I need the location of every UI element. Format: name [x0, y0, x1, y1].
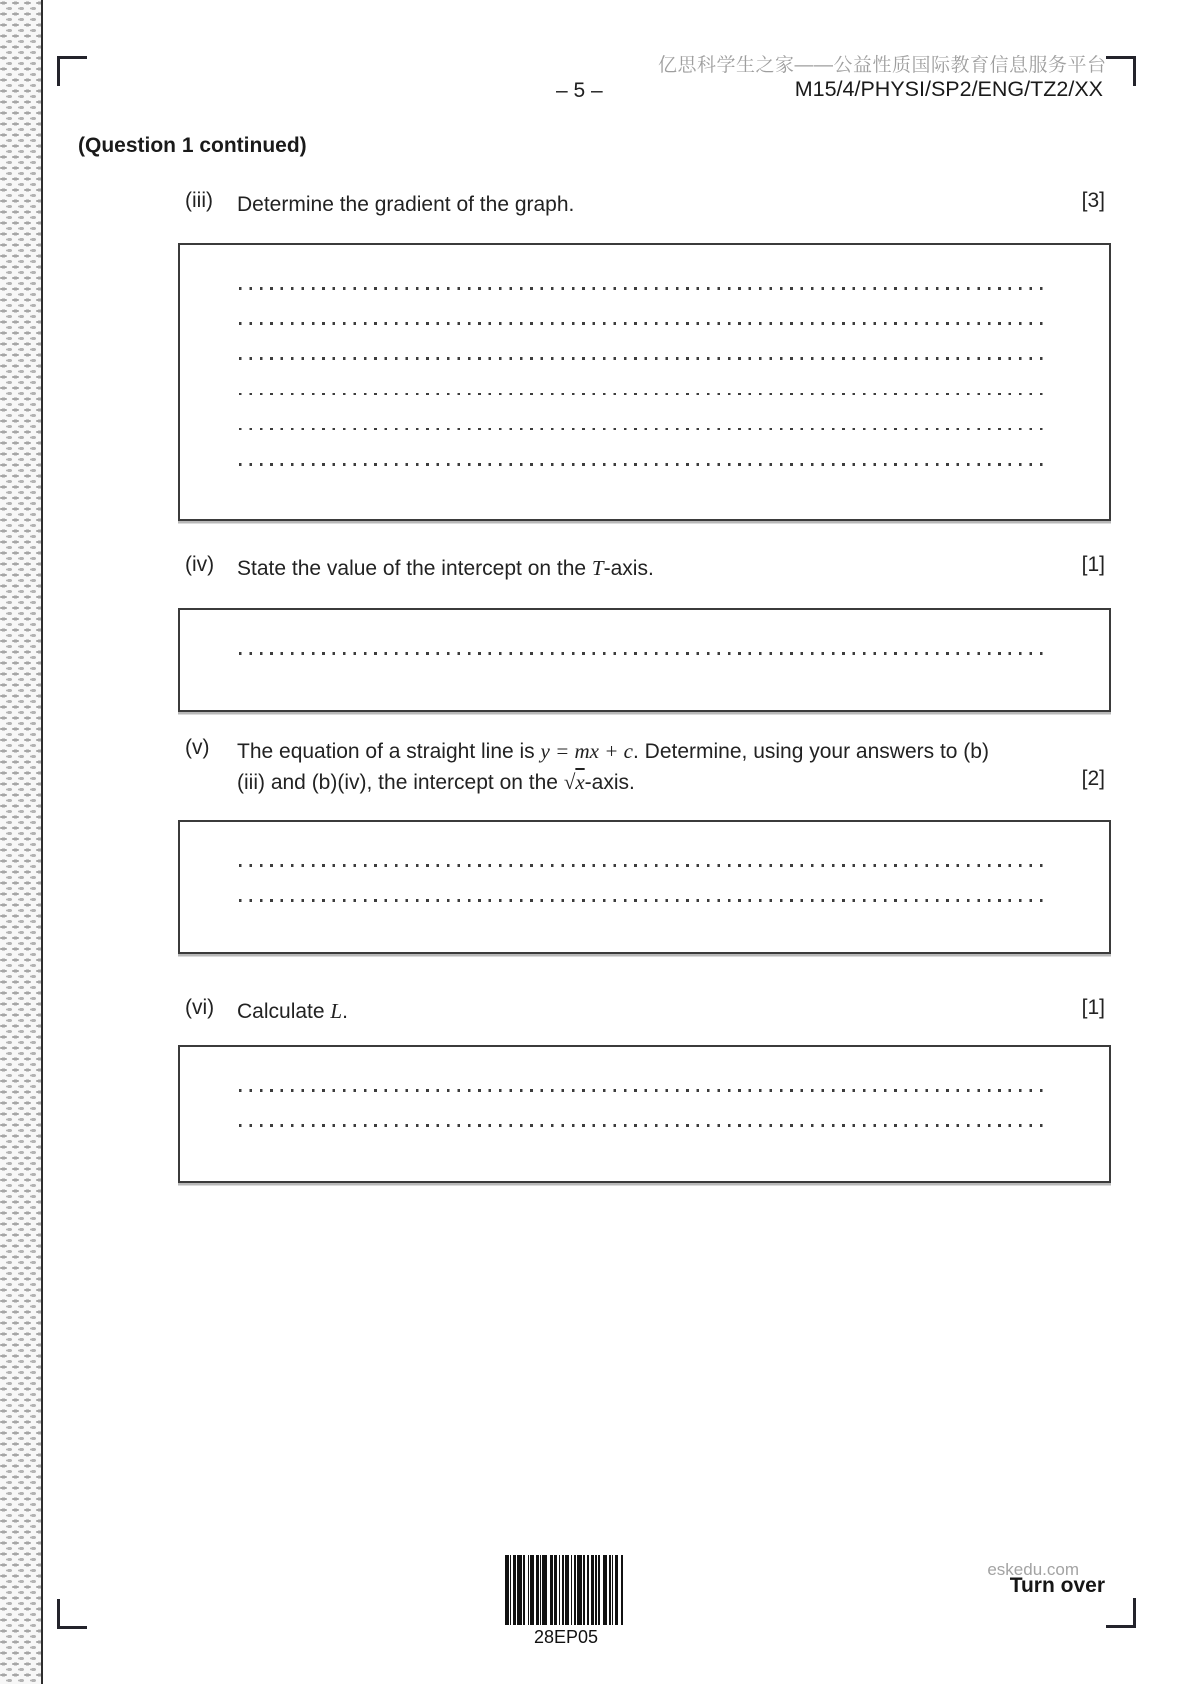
left-binding-texture: [0, 0, 43, 1684]
crop-mark-top-left: [57, 56, 87, 86]
question-v-text-post: -axis.: [584, 771, 635, 794]
question-vi-label: (vi): [185, 996, 215, 1019]
crop-mark-bottom-left: [57, 1599, 87, 1629]
answer-box-v: [178, 820, 1111, 954]
sqrt-radical-icon: √: [563, 770, 576, 794]
answer-dotted-line: [239, 1089, 1049, 1092]
question-v-marks: [2]: [1081, 767, 1105, 790]
answer-dotted-line: [239, 463, 1049, 466]
answer-dotted-line: [239, 322, 1049, 325]
question-vi-text-pre: Calculate: [237, 1000, 331, 1023]
math-symbol-T: T: [591, 556, 604, 580]
question-v-text-mid: . Determine, using your answers to (b)(iii) and (b)(iv), the intercept on the: [237, 740, 989, 794]
question-iv-text-post: -axis.: [603, 557, 654, 580]
chinese-site-watermark: 亿思科学生之家——公益性质国际教育信息服务平台: [658, 55, 1107, 76]
question-continued-note: (Question 1 continued): [78, 134, 307, 157]
paper-code: M15/4/PHYSI/SP2/ENG/TZ2/XX: [794, 77, 1103, 101]
barcode-bar: [621, 1555, 623, 1625]
math-equation-y-mx-c: y = mx + c: [540, 739, 633, 763]
question-iv-text-pre: State the value of the intercept on the: [237, 557, 592, 580]
answer-dotted-line: [239, 428, 1049, 431]
math-symbol-sqrt-x: x: [575, 770, 585, 794]
question-iv-label: (iv): [185, 553, 215, 576]
math-symbol-L: L: [330, 999, 343, 1023]
answer-dotted-line: [239, 1124, 1049, 1127]
question-vi-text-post: .: [342, 1000, 348, 1023]
answer-dotted-line: [239, 864, 1049, 867]
barcode: [505, 1555, 627, 1625]
answer-dotted-line: [239, 393, 1049, 396]
question-v-text-pre: The equation of a straight line is: [237, 740, 541, 763]
answer-box-iii: [178, 243, 1111, 521]
question-iii-marks: [3]: [1081, 189, 1105, 212]
page-number: – 5 –: [556, 79, 603, 102]
question-iii-label: (iii): [185, 189, 213, 212]
question-v-label: (v): [185, 736, 210, 759]
crop-mark-top-right: [1106, 56, 1136, 86]
answer-dotted-line: [239, 357, 1049, 360]
answer-box-iv: [178, 608, 1111, 712]
answer-dotted-line: [239, 652, 1049, 655]
crop-mark-bottom-right: [1106, 1598, 1136, 1628]
answer-dotted-line: [239, 287, 1049, 290]
question-iv-marks: [1]: [1081, 553, 1105, 576]
question-vi-marks: [1]: [1081, 996, 1105, 1019]
question-v-text: [237, 736, 999, 798]
answer-dotted-line: [239, 899, 1049, 902]
answer-box-vi: [178, 1045, 1111, 1183]
site-watermark: eskedu.com: [987, 1560, 1079, 1579]
turn-over-note: Turn over: [1009, 1574, 1105, 1597]
question-iii-text: Determine the gradient of the graph.: [237, 193, 575, 216]
question-vi-text: [237, 996, 348, 1027]
question-iv-text: [237, 553, 654, 584]
barcode-label: 28EP05: [533, 1627, 599, 1647]
